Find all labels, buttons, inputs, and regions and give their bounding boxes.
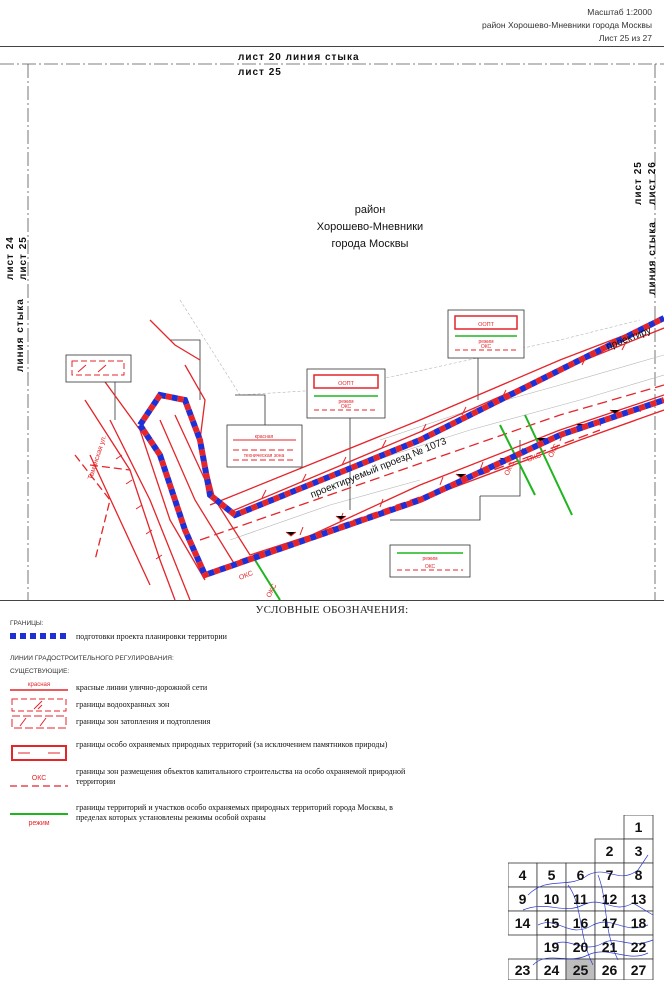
- sheet-cell-11: 11: [573, 891, 588, 907]
- junction-label-right-c: линия стыка: [647, 221, 658, 295]
- sheet-cell-8: 8: [634, 867, 643, 883]
- sheet-cell-24: 24: [543, 962, 560, 978]
- scale-label: Масштаб 1:2000: [587, 7, 652, 17]
- callout-4-regim: режим: [478, 339, 494, 345]
- sheet-cell-10: 10: [543, 891, 560, 907]
- legend-planning-text: подготовки проекта планировки территории: [76, 632, 227, 641]
- junction-label-left-c-group: [15, 298, 26, 372]
- callout-box-5: [390, 545, 470, 577]
- junction-label-left: [5, 236, 16, 280]
- sheet-cell-21: 21: [601, 939, 618, 955]
- callout-3-oopt: ООПТ: [338, 381, 354, 387]
- legend-symbol-flood: [10, 714, 70, 730]
- legend-symbol-water: [10, 697, 70, 713]
- junction-label-left-a: лист 24: [5, 236, 16, 280]
- legend-symbol-oopt: [10, 740, 70, 764]
- sheet-cell-15: 15: [543, 915, 560, 931]
- legend-symbol-oks: [10, 772, 70, 792]
- sheet-cell-2: 2: [605, 843, 614, 859]
- sheet-cell-26: 26: [601, 962, 618, 978]
- oks-label-3: ОКС: [547, 442, 561, 459]
- callout-box-1: [66, 355, 131, 382]
- sheet-cell-12: 12: [601, 891, 618, 907]
- side-street-label: Таманская ул.: [87, 434, 109, 481]
- junction-label-left-b: лист 25: [18, 236, 29, 280]
- sheet-cell-25-current: 25: [572, 962, 589, 978]
- legend-oks-text: границы зон размещения объектов капитального строительства на особо охраняемой природной территории: [76, 767, 406, 786]
- junction-label-right-b-group: [647, 161, 658, 205]
- legend-oopt-text: границы особо охраняемых природных территорий (за исключением памятников природы): [76, 740, 388, 749]
- sheet-cell-23: 23: [514, 962, 531, 978]
- callout-3-oks: ОКС: [340, 404, 352, 410]
- road-label: проектируемый проезд № 1073: [309, 436, 449, 501]
- junction-label-right-a: лист 25: [633, 161, 644, 205]
- legend-symbol-regim-label: режим: [28, 820, 50, 827]
- sheet-number: Лист 25 из 27: [598, 33, 652, 43]
- sheet-cell-9: 9: [518, 891, 527, 907]
- sheet-cell-1: 1: [634, 819, 643, 835]
- sheet-cell-5: 5: [547, 867, 556, 883]
- junction-label-top-lower: лист 25: [238, 67, 282, 78]
- legend-water-text: границы водоохранных зон: [76, 700, 170, 709]
- legend-symbol-oks-label: ОКС: [31, 775, 47, 782]
- callout-5-regim: режим: [422, 556, 438, 562]
- sheet-index: [508, 815, 658, 980]
- junction-label-left-b-group: [18, 236, 29, 280]
- sheet-cell-16: 16: [572, 915, 589, 931]
- sheet-cell-20: 20: [572, 939, 589, 955]
- junction-label-left-c: линия стыка: [15, 298, 26, 372]
- sheet-cell-19: 19: [543, 939, 560, 955]
- sheet-cell-6: 6: [576, 867, 585, 883]
- junction-label-right-a-group: [633, 161, 644, 205]
- legend-flood-text: границы зон затопления и подтопления: [76, 717, 211, 726]
- sheet-cell-7: 7: [605, 867, 614, 883]
- legend-red-lines-text: красные линии улично-дорожной сети: [76, 683, 208, 692]
- sheet-cell-3: 3: [634, 843, 643, 859]
- junction-label-right-c-group: [647, 221, 658, 295]
- callout-4-oks: ОКС: [480, 344, 492, 350]
- planning-boundary: [140, 318, 664, 575]
- oks-label-5: ОКС: [265, 582, 279, 599]
- legend-boundaries-heading: ГРАНИЦЫ:: [10, 620, 44, 627]
- sheet-cell-17: 17: [601, 915, 618, 931]
- sheet-cell-14: 14: [514, 915, 531, 931]
- callout-3-regim: режим: [338, 399, 354, 405]
- legend-title: УСЛОВНЫЕ ОБОЗНАЧЕНИЯ:: [255, 604, 409, 616]
- legend-symbol-planning: [10, 631, 70, 641]
- callout-4-oopt: ООПТ: [478, 322, 494, 328]
- callout-box-2: [227, 425, 302, 467]
- legend-symbol-regim: [10, 808, 70, 828]
- legend-symbol-red-label: красная: [27, 682, 51, 688]
- callout-technical-zone: техническая зона: [243, 453, 285, 459]
- oks-label-4: ОКС: [238, 569, 255, 582]
- district-name-2: Хорошево-Мневники: [316, 221, 424, 233]
- sheet-cell-4: 4: [518, 867, 527, 883]
- map-legend-divider: [0, 600, 664, 601]
- sheet-cell-13: 13: [630, 891, 647, 907]
- callout-5-oks: ОКС: [424, 564, 436, 570]
- callout-box-3: [307, 369, 385, 418]
- district-name-3: города Москвы: [331, 238, 409, 250]
- junction-label-right-b: лист 26: [647, 161, 658, 205]
- sheet-cell-18: 18: [630, 915, 647, 931]
- legend-symbol-red-lines: [10, 680, 70, 694]
- district-title: район Хорошево-Мневники города Москвы: [481, 20, 652, 30]
- callout-box-4: [448, 310, 524, 358]
- legend-regim-text: границы территорий и участков особо охраняемых природных территорий города Москвы, в пределах которых установлены режимы особой охраны: [76, 803, 393, 822]
- district-name-1: район: [354, 204, 386, 216]
- callout-krasnaya: красная: [254, 434, 274, 440]
- oks-label-2: ОКС: [526, 452, 543, 464]
- junction-label-top-upper: лист 20 линия стыка: [238, 52, 360, 63]
- road-label-right: проектиру: [605, 324, 653, 353]
- sheet-cell-22: 22: [630, 939, 647, 955]
- oks-label-1: ОКС: [503, 460, 517, 477]
- sheet-cell-27: 27: [630, 962, 647, 978]
- legend-existing-heading: СУЩЕСТВУЮЩИЕ:: [10, 668, 70, 675]
- legend-regulation-heading: ЛИНИИ ГРАДОСТРОИТЕЛЬНОГО РЕГУЛИРОВАНИЯ:: [10, 655, 174, 662]
